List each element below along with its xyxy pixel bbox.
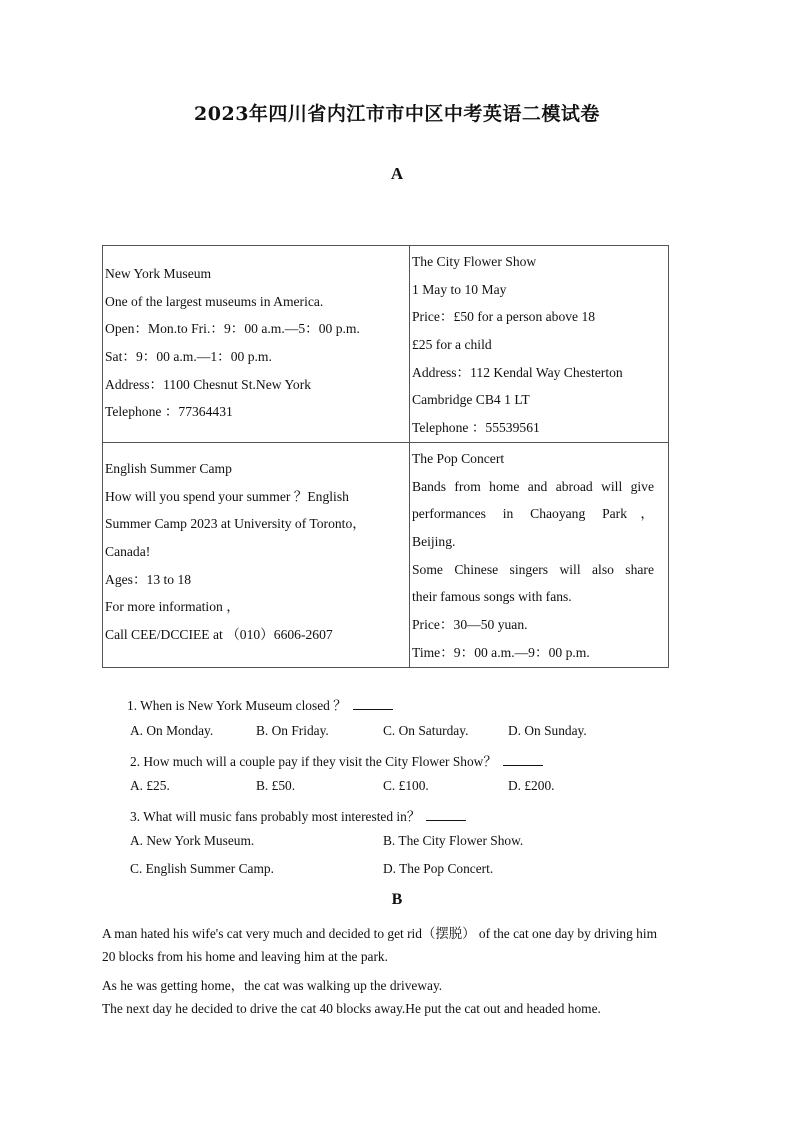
question-stem: 3. What will music fans probably most interested in？ <box>130 809 421 824</box>
ad-new-york-museum <box>103 246 410 443</box>
flower-line: £25 for a child <box>412 337 492 353</box>
ad-city-flower-show <box>410 246 669 443</box>
camp-line: Call CEE/DCCIEE at （010）6606-2607 <box>105 626 333 642</box>
passage-line: The next day he decided to drive the cat 40 blocks away.He put the cat out and headed home. <box>102 1001 601 1016</box>
concert-line: Bands from home and abroad will give <box>412 478 654 494</box>
option-3a[interactable]: A. New York Museum. <box>130 833 255 848</box>
camp-line: Ages：13 to 18 <box>105 571 192 587</box>
museum-line: Sat：9：00 a.m.—1：00 p.m. <box>105 349 272 365</box>
option-3b[interactable]: B. The City Flower Show. <box>383 833 524 848</box>
option-3d[interactable]: D. The Pop Concert. <box>383 861 494 876</box>
camp-line: How will you spend your summer ？English <box>105 488 349 504</box>
section-b-heading: B <box>391 891 403 908</box>
question-stem: 1. When is New York Museum closed ？ <box>127 698 347 713</box>
concert-line: performances in Chaoyang Park， <box>412 506 654 522</box>
concert-line: The Pop Concert <box>412 450 505 466</box>
option-1d[interactable]: D. On Sunday. <box>508 723 587 738</box>
flower-line: 1 May to 10 May <box>412 281 507 297</box>
flower-line: Address：112 Kendal Way Chesterton <box>412 364 623 380</box>
concert-line: Beijing. <box>412 533 456 549</box>
question-stem: 2. How much will a couple pay if they visit the City Flower Show？ <box>130 754 497 769</box>
museum-line: Telephone ：77364431 <box>105 404 233 420</box>
option-2a[interactable]: A. £25. <box>130 778 170 793</box>
flower-line: Cambridge CB4 1 LT <box>412 392 530 408</box>
flower-line: Price：£50 for a person above 18 <box>412 309 596 325</box>
option-2c[interactable]: C. £100. <box>383 778 429 793</box>
option-3c[interactable]: C. English Summer Camp. <box>130 861 274 876</box>
answer-blank[interactable] <box>353 697 393 710</box>
camp-line: English Summer Camp <box>105 460 232 476</box>
camp-line: Canada! <box>105 543 151 559</box>
ads-table <box>102 245 669 668</box>
museum-line: New York Museum <box>105 266 212 281</box>
museum-line: Open：Mon.to Fri.：9：00 a.m.—5：00 p.m. <box>105 321 360 337</box>
passage-line: A man hated his wife's cat very much and decided to get rid（摆脱） of the cat one day by driving him <box>102 926 658 941</box>
flower-line: Telephone ：55539561 <box>412 420 540 436</box>
option-1c[interactable]: C. On Saturday. <box>383 723 469 738</box>
ad-pop-concert <box>410 442 669 667</box>
museum-line: One of the largest museums in America. <box>105 293 324 309</box>
concert-line: Some Chinese singers will also share <box>412 561 654 577</box>
museum-line: Address：1100 Chesnut St.New York <box>105 376 312 392</box>
question-2 <box>130 751 543 770</box>
option-2d[interactable]: D. £200. <box>508 778 555 793</box>
answer-blank[interactable] <box>426 808 466 821</box>
question-3 <box>130 806 466 825</box>
camp-line: Summer Camp 2023 at University of Toronto， <box>105 516 366 532</box>
ad-english-summer-camp <box>103 442 410 667</box>
camp-line: For more information ， <box>105 599 240 615</box>
flower-line: The City Flower Show <box>412 254 537 269</box>
exam-title: 2023年四川省内江市市中区中考英语二模试卷 <box>194 103 600 125</box>
concert-line: Price：30—50 yuan. <box>412 616 528 632</box>
passage-line: As he was getting home，the cat was walking up the driveway. <box>102 978 443 993</box>
section-a-heading: A <box>390 164 404 183</box>
option-2b[interactable]: B. £50. <box>256 778 296 793</box>
answer-blank[interactable] <box>503 753 543 766</box>
concert-line: their famous songs with fans. <box>412 589 572 605</box>
concert-line: Time：9：00 a.m.—9：00 p.m. <box>412 644 590 660</box>
question-1 <box>127 695 393 714</box>
option-1a[interactable]: A. On Monday. <box>130 723 214 738</box>
passage-line: 20 blocks from his home and leaving him at the park. <box>102 949 388 964</box>
option-1b[interactable]: B. On Friday. <box>256 723 329 738</box>
